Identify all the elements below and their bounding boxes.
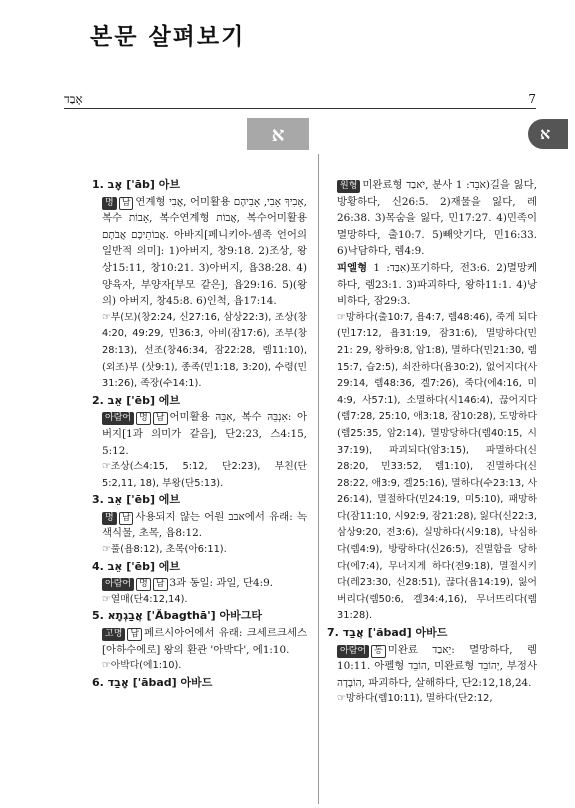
grammar-tag: 원형 bbox=[337, 180, 360, 193]
left-column bbox=[92, 177, 307, 691]
cross-reference: ☞망하다(렘10:11), 멸하다(단2:12, bbox=[337, 693, 493, 705]
section-letter-box: א bbox=[247, 118, 309, 150]
grammar-tag: 명 bbox=[136, 578, 151, 591]
page-number: 7 bbox=[528, 92, 536, 106]
entry-definition bbox=[92, 509, 307, 542]
grammar-tag: 동 bbox=[371, 645, 386, 658]
entry-headword: 5. אֲבַגְתָא ['Ăbagthā'] 아바그타 bbox=[92, 609, 262, 623]
right-column bbox=[327, 177, 537, 708]
definition-text: 어미활용 אִבֵּהּ, 복수 אִנְבֵּהּ: 아버지[1과 의미가 같음], 단2:23, 스4:15, 5:12. bbox=[102, 411, 307, 457]
entry-definition bbox=[327, 642, 537, 692]
entry-headword: 7. אֲבַד ['ăbad] 아바드 bbox=[327, 626, 448, 640]
grammar-tag: 남 bbox=[127, 628, 142, 641]
definition-text: 미완료 יֵאבַד: 멸망하다, 렘10:11. 아펠형 הוֹבֵד, 미완료형 יְהוֹבֵד, 부정사 הוֹבָדָה, 파괴하다, 살해하다, 단2:12,18,24. bbox=[337, 643, 538, 689]
entry-headword: 6. אָבַד ['ābad] 아바드 bbox=[92, 675, 213, 689]
entry-definition bbox=[92, 575, 307, 592]
grammar-tag: 남 bbox=[153, 578, 168, 591]
cross-reference: ☞아박다(에1:10). bbox=[102, 660, 182, 672]
stem-label: 피엘형 bbox=[337, 261, 368, 274]
definition-text: 미완료형 יֹאבַד, 분사 אֹבֵד: 1)길을 잃다, 방황하다, 신26:5. 2)재물을 잃다, 레26:38. 3)목숨을 잃다, 민17:27. 4)민족이 멸망하다, 출10:7. 5)빼앗기다, 민16:33. 6)낙담하다, 렘4:9. bbox=[337, 179, 537, 258]
grammar-tag: 아람어 bbox=[337, 645, 369, 658]
entry-definition bbox=[92, 409, 307, 459]
entry-headword: 3. אֵב ['ēb] 에브 bbox=[92, 493, 181, 507]
grammar-tag: 아람어 bbox=[102, 412, 134, 425]
entry-definition bbox=[92, 194, 307, 310]
grammar-tag: 남 bbox=[153, 412, 168, 425]
column-divider bbox=[318, 154, 319, 804]
dictionary-page bbox=[40, 82, 560, 808]
running-header bbox=[64, 92, 536, 109]
header-word: אָבַד bbox=[64, 92, 83, 106]
entry-definition bbox=[327, 177, 537, 260]
entry-headword: 4. אֵב ['ēb] 에브 bbox=[92, 559, 181, 573]
definition-text: 연계형 אֲבִי, 어미활용 אָבִיךָ אָבִי, אָבִיהֶם, 복수 אָבוֹת, 복수연계형 אֲבוֹת, 복수어미활용 אֲבוֹתֵיכֶם אֲבֹתָם. 아바지[페니키아-셈족 언어의 일반적 의미]: 1)아버지, 창9:18. 2)조상, 왕상15:11, 창10:21. 3)아버지, 욥38:28. 4)양육자, 부양자[부모 같은], 욥29:16. 5)(왕의) 아버지, 창45:8. 6)인척, 욥17:14. bbox=[102, 195, 307, 308]
cross-reference: ☞망하다(출10:7, 욥4:7, 렘48:46), 죽게 되다(민17:12, 욥31:19, 잠31:6), 멸망하다(민21: 29, 왕하9:8, 암1:8), 멸하다(민21:30, 렘15:7, 습2:5), 쇠잔하다(욥30:2), 없어지다(사29:14, 렘48:36, 겔7:26), 죽다(에4:16, 미4:9, 사57:1), 소멸하다(시146:4), 끊어지다(렘7:28, 25:10, 애3:18, 잠10:28), 도망하다(렘25:35, 암2:14), 멸망당하다(렘40:15, 시37:19), 파괴되다(암3:15), 파멸하다(신28:20, 민33:52, 렘1:10), 진멸하다(신28:22, 애3:9, 겔25:16), 멸하다(수23:13, 사26:14), 멸절하다(민24:19, 미5:10), 패망하다(잠11:10, 시92:9, 잠21:28), 잃다(신22:3, 삼상9:20, 전3:6), 실망하다(시9:18), 낙심하다(렘4:9), 방랑하다(신26:5), 진멸함을 당하다(에7:4), 무너지게 하다(전9:18), 멸절시키다(레23:30, 신28:51), 끊다(욥14:19), 잃어버리다(렘50:6, 겔34:4,16), 무너뜨리다(렘31:28). bbox=[337, 311, 537, 622]
grammar-tag: 아람어 bbox=[102, 578, 134, 591]
grammar-tag: 명 bbox=[102, 197, 117, 210]
grammar-tag: 명 bbox=[102, 512, 117, 525]
grammar-tag: 남 bbox=[119, 512, 134, 525]
cross-reference: ☞열매(단4:12,14). bbox=[102, 593, 188, 605]
grammar-tag: 고명 bbox=[102, 628, 125, 641]
entry-headword: 2. אֵב ['ēb] 에브 bbox=[92, 393, 181, 407]
page-heading: 본문 살펴보기 bbox=[90, 24, 246, 50]
definition-text: 페르시아어에서 유래: 크세르크세스[아하수에로] 왕의 환관 '아박다', 에1:10. bbox=[102, 627, 307, 656]
cross-reference: ☞부(모)(창2:24, 신27:16, 삼상22:3), 조상(창4:20, 49:29, 민36:3, 아비(잠17:6), 조부(창28:13), 선조(창46:34, 잠22:28, 렘11:10), (외조)부 (삿9:1), 종족(민1:18, 3:20), 수령(민31:26), 족장(수14:1). bbox=[102, 311, 307, 390]
definition-text: 3과 동일: 과일, 단4:9. bbox=[169, 577, 274, 590]
cross-reference: ☞조상(스4:15, 5:12, 단2:23), 부친(단5:2,11, 18), 부왕(단5:13). bbox=[102, 461, 307, 489]
thumb-index-tab[interactable]: א bbox=[528, 119, 568, 149]
grammar-tag: 명 bbox=[136, 412, 151, 425]
entry-headword: 1. אָב ['āb] 아브 bbox=[92, 178, 181, 191]
entry-definition bbox=[92, 625, 307, 658]
definition-text: אִבַּד: 1)포기하다, 전3:6. 2)멸망케 하다, 렘23:1. 3)파괴하다, 왕하11:1. 4)낭비하다, 잠29:3. bbox=[337, 261, 537, 308]
cross-reference: ☞풀(욥8:12), 초목(아6:11). bbox=[102, 544, 227, 556]
entry-definition bbox=[327, 260, 537, 310]
definition-text: 사용되지 않는 어원 אבב에서 유래: 녹색식물, 초목, 욥8:12. bbox=[102, 510, 307, 540]
grammar-tag: 남 bbox=[119, 197, 134, 210]
